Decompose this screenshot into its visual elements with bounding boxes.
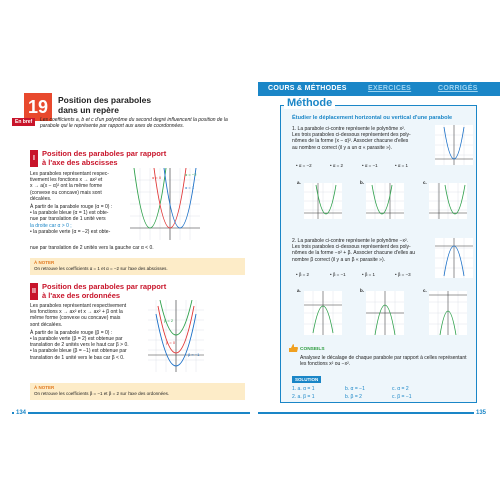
s1-line-8: la droite car α > 0 ;	[30, 222, 72, 229]
note-2-label: À NOTER	[34, 385, 55, 390]
q1-option-0: • α = −2	[296, 163, 312, 168]
q1-reference-graph	[435, 125, 473, 165]
title-line-2: dans un repère	[58, 105, 119, 115]
section-2-graph-svg	[148, 300, 204, 372]
q2-reference-graph	[435, 238, 473, 278]
q1-option-2: • α = −1	[362, 163, 378, 168]
s2-line-2: même forme (convexe ou concave) mais	[30, 315, 121, 322]
q1-graph-c	[429, 183, 467, 219]
s2-line-1: les fonctions x → ax² et x → ax² + β ont la	[30, 309, 123, 316]
section-1-body	[30, 171, 126, 235]
q2-option-2: • β = 1	[362, 272, 376, 277]
section-2-graph	[148, 300, 204, 372]
q1-line-1: Les trois paraboles ci-dessous représentent des poly-	[292, 132, 411, 139]
s1-line-10: nue par translation de 2 unités vers la gauche car α < 0.	[30, 245, 154, 251]
q1-graph-b	[366, 183, 404, 219]
tab-exercices[interactable]: EXERCICES	[368, 85, 412, 92]
graph1-label-red: α = 0	[152, 175, 162, 180]
intro-text: Les coefficients a, b et c d'un polynôme du second degré influencent la position de la parabole qui le représente par rapport aux axes de coordonnées.	[40, 117, 228, 130]
left-page-footer-bar	[12, 412, 250, 414]
note-box-2	[30, 383, 245, 400]
q1-line-0: 1. La parabole ci-contre représente le polynôme x².	[292, 126, 406, 132]
q2-line-2: nômes de la forme −x² + β. Associer chacune d'elles au	[292, 250, 416, 257]
solution-row-2-a: 2. a. β = 1	[292, 394, 315, 400]
tab-corriges[interactable]: CORRIGÉS	[438, 85, 478, 92]
graph1-label-green: α = −2	[185, 172, 197, 177]
q2-option-1: • β = −1	[330, 272, 346, 277]
note-1-label: À NOTER	[34, 260, 55, 265]
solution-row-1-b: b. α = −1	[345, 386, 365, 392]
s1-line-2: x → a(x − α)² ont la même forme	[30, 183, 103, 190]
thumbs-up-icon	[288, 344, 298, 352]
q2-option-3: • β = −3	[395, 272, 411, 277]
question-1-text	[292, 126, 432, 151]
method-subtitle: Étudier le déplacement horizontal ou vertical d'une parabole	[292, 115, 453, 121]
chapter-number: 19	[24, 93, 52, 121]
q2-graph-b-label: b.	[360, 288, 364, 293]
s2-line-4: À partir de la parabole rouge (β = 0) :	[30, 329, 113, 336]
section-1-graph-svg	[130, 168, 200, 240]
q2-graph-a-label: a.	[297, 288, 301, 293]
solution-row-1-a: 1. a. α = 1	[292, 386, 315, 392]
s1-line-9: • la parabole verte (α = −2) est obte-	[30, 228, 111, 235]
q2-graph-c-label: c.	[423, 288, 427, 293]
s1-line-3: (convexe ou concave) mais sont	[30, 189, 102, 196]
section-2-body	[30, 303, 140, 361]
s2-line-8: translation de 1 unité vers le bas car β < 0.	[30, 354, 125, 361]
title-line-1: Position des paraboles	[58, 95, 152, 105]
s1-line-0: Les paraboles représentant respec-	[30, 171, 109, 177]
q2-line-3: nombre β correct (il y a un β « parasite »).	[292, 256, 386, 263]
q1-graph-a-label: a.	[297, 180, 301, 185]
note-2-text: On retrouve les coefficients β = −1 et β = 2 sur l'axe des ordonnées.	[34, 390, 170, 396]
solution-row-2-c: c. β = −1	[392, 394, 412, 400]
solution-row-1-c: c. α = 2	[392, 386, 409, 392]
q1-graph-c-label: c.	[423, 180, 427, 185]
solution-label: SOLUTION	[292, 376, 321, 383]
conseils-text: Analysez le décalage de chaque parabole par rapport à celles représentant les fonctions x² ou −x².	[300, 355, 467, 368]
right-page-footer-bar	[258, 412, 488, 414]
en-bref-badge: En bref	[12, 118, 35, 126]
section-2-title-line-1: Position des paraboles par rapport	[42, 282, 167, 291]
note-1-text: On retrouve les coefficients α = 1 et α = −2 sur l'axe des abscisses.	[34, 265, 168, 271]
q1-line-3: au nombre α correct (il y a un α « parasite »).	[292, 144, 392, 151]
s1-line-5: À partir de la parabole rouge (α = 0) :	[30, 204, 113, 211]
note-box-1	[30, 258, 245, 275]
s1-line-7: nue par translation de 1 unité vers	[30, 216, 106, 223]
q1-option-3: • α = 1	[395, 163, 409, 168]
section-1-title	[42, 150, 166, 168]
s2-line-5: • la parabole verte (β = 2) est obtenue par	[30, 336, 123, 343]
header-tab-bar	[258, 82, 500, 96]
section-2-number: II	[30, 283, 38, 300]
q1-line-2: nômes de la forme (x − α)². Associer chacune d'elles	[292, 138, 409, 145]
s2-line-0: Les paraboles représentant respectivement	[30, 303, 127, 309]
section-1-title-line-2: à l'axe des abscisses	[42, 157, 118, 167]
s1-line-1: tivement les fonctions x → ax² et	[30, 177, 103, 184]
q2-line-1: Les trois paraboles ci-dessous représentent des poly-	[292, 244, 411, 251]
section-2-title-line-2: à l'axe des ordonnées	[42, 290, 121, 300]
question-2-text	[292, 238, 432, 263]
s2-line-6: translation de 2 unités vers le haut car β > 0.	[30, 342, 129, 349]
q2-option-0: • β = 2	[296, 272, 310, 277]
s1-line-6: • la parabole bleue (α = 1) est obte-	[30, 210, 109, 217]
conseils-label: CONSEILS	[300, 347, 325, 352]
s2-line-7: • la parabole bleue (β = −1) est obtenue par	[30, 348, 127, 355]
graph1-label-blue: α = 1	[185, 185, 195, 190]
page-title	[58, 95, 151, 115]
q2-graph-b	[366, 291, 404, 335]
section-1-number: I	[30, 150, 38, 167]
left-page-number: 134	[16, 410, 27, 416]
section-2-title	[42, 283, 166, 301]
q2-graph-c	[429, 291, 467, 335]
graph2-label-red: β = 0	[166, 340, 176, 345]
graph2-label-green: β = 2	[164, 318, 174, 323]
solution-row-2-b: b. β = 2	[345, 394, 362, 400]
q2-line-0: 2. La parabole ci-contre représente le polynôme −x².	[292, 238, 409, 244]
section-1-graph	[130, 168, 200, 240]
q1-option-1: • α = 2	[330, 163, 344, 168]
q1-graph-b-label: b.	[360, 180, 364, 185]
s1-line-4: décalées.	[30, 195, 52, 202]
right-page-number: 135	[476, 410, 487, 416]
method-title: Méthode	[284, 97, 335, 109]
tab-cours-methodes[interactable]: COURS & MÉTHODES	[268, 85, 347, 92]
s2-line-3: sont décalées.	[30, 321, 63, 328]
graph2-label-blue: β = −1	[188, 352, 200, 357]
q1-graph-a	[304, 183, 342, 219]
q2-graph-a	[304, 291, 342, 335]
section-1-title-line-1: Position des paraboles par rapport	[42, 149, 167, 158]
